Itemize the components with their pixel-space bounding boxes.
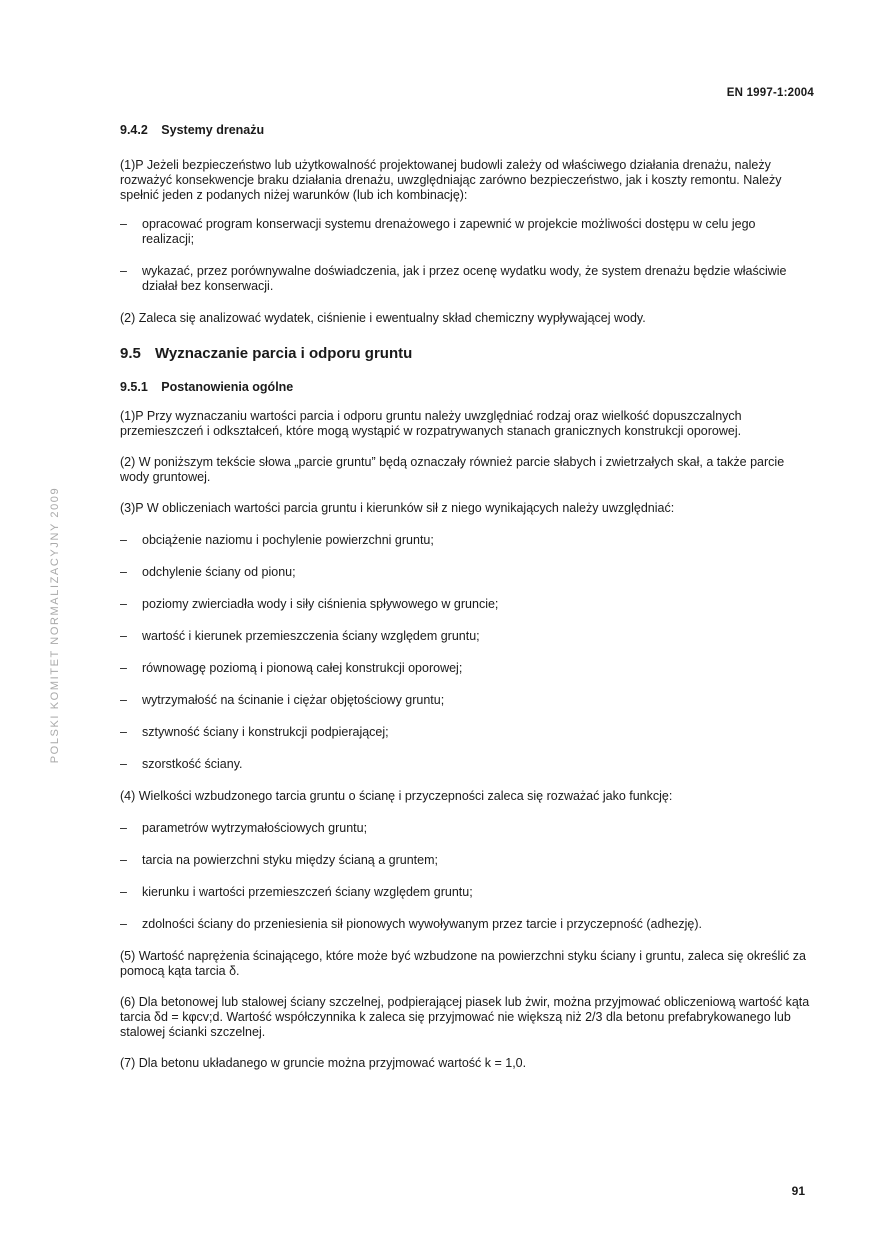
list-item-text: poziomy zwierciadła wody i siły ciśnienia spływowego w gruncie; [142, 597, 499, 611]
paragraph-9-5-1-6: (6) Dla betonowej lub stalowej ściany szczelnej, podpierającej piasek lub żwir, można przyjmować obliczeniową wartość kąta tarcia δd = kφcv;d. Wartość współczynnika k zaleca się przyjmować nie większą niż 2/3 dla betonu prefabrykowanego lub stalowej ścianki szczelnej. [120, 995, 810, 1039]
list-item-text: wykazać, przez porównywalne doświadczenia, jak i przez ocenę wydatku wody, że system drenażu będzie właściwie działał bez konserwacji. [142, 264, 787, 293]
section-title: Systemy drenażu [161, 123, 265, 137]
list-item [120, 565, 810, 580]
list-item-text: obciążenie naziomu i pochylenie powierzchni gruntu; [142, 533, 434, 547]
list-item [120, 533, 810, 548]
watermark: POLSKI KOMITET NORMALIZACYJNY 2009 [49, 486, 61, 764]
list-dash-marker: – [120, 661, 127, 675]
section-title: Wyznaczanie parcia i odporu gruntu [155, 345, 413, 362]
section-heading-9-5 [120, 346, 810, 361]
paragraph-9-5-1-3: (3)P W obliczeniach wartości parcia gruntu i kierunków sił z niego wynikających należy uwzględniać: [120, 501, 675, 515]
list-item [120, 661, 810, 676]
page-number: 91 [791, 1184, 805, 1198]
paragraph-9-5-1-2: (2) W poniższym tekście słowa „parcie gruntu” będą oznaczały również parcie słabych i zwietrzałych skał, a także parcie wody gruntowej. [120, 455, 785, 484]
document-code: EN 1997-1:2004 [726, 87, 814, 99]
list-item [120, 821, 810, 836]
section-number: 9.4.2 [120, 123, 148, 137]
list-item [120, 757, 810, 772]
section-number: 9.5.1 [120, 380, 148, 394]
list-item-text: wytrzymałość na ścinanie i ciężar objętościowy gruntu; [142, 693, 445, 707]
list-dash-marker: – [120, 917, 127, 931]
list-item-text: szorstkość ściany. [142, 757, 243, 771]
list-dash-marker: – [120, 885, 127, 899]
list-item [120, 885, 810, 900]
list-item-text: zdolności ściany do przeniesienia sił pionowych wywoływanym przez tarcie i przyczepność (adhezję). [142, 917, 702, 931]
list-item [120, 917, 810, 932]
list-item-text: parametrów wytrzymałościowych gruntu; [142, 821, 368, 835]
paragraph-9-5-1-5: (5) Wartość naprężenia ścinającego, które może być wzbudzone na powierzchni styku ściany i gruntu, zaleca się określić za pomocą kąta tarcia δ. [120, 949, 806, 978]
list-item-text: tarcia na powierzchni styku między ścianą a gruntem; [142, 853, 438, 867]
paragraph-9-5-1-7: (7) Dla betonu układanego w gruncie można przyjmować wartość k = 1,0. [120, 1056, 527, 1070]
list-item-text: odchylenie ściany od pionu; [142, 565, 296, 579]
list-item-text: wartość i kierunek przemieszczenia ściany względem gruntu; [142, 629, 480, 643]
list-dash-marker: – [120, 629, 127, 643]
list-dash-marker: – [120, 533, 127, 547]
list-dash-marker: – [120, 725, 127, 739]
list-dash-marker: – [120, 821, 127, 835]
paragraph-9-4-2-2: (2) Zaleca się analizować wydatek, ciśnienie i ewentualny skład chemiczny wypływającej wody. [120, 311, 646, 325]
list-dash-marker: – [120, 264, 127, 278]
list-dash-marker: – [120, 693, 127, 707]
paragraph-9-5-1-1: (1)P Przy wyznaczaniu wartości parcia i odporu gruntu należy uwzględniać rodzaj oraz wielkość dopuszczalnych przemieszczeń i odkształceń, które mogą wystąpić w rozpatrywanych stanach granicznych konstrukcji oporowej. [120, 409, 742, 438]
list-dash-marker: – [120, 853, 127, 867]
list-dash-marker: – [120, 597, 127, 611]
list-item [120, 693, 810, 708]
paragraph-9-5-1-4: (4) Wielkości wzbudzonego tarcia gruntu o ścianę i przyczepności zaleca się rozważać jako funkcję: [120, 789, 673, 803]
section-title: Postanowienia ogólne [161, 380, 294, 394]
section-heading-9-5-1 [120, 380, 810, 395]
page-content [120, 123, 810, 1085]
list-item-text: kierunku i wartości przemieszczeń ściany względem gruntu; [142, 885, 473, 899]
list-item [120, 217, 810, 247]
list-item-text: opracować program konserwacji systemu drenażowego i zapewnić w projekcie możliwości dostępu w celu jego realizacji; [142, 217, 756, 246]
list-9-5-1-4 [120, 821, 810, 932]
section-number: 9.5 [120, 345, 141, 362]
list-dash-marker: – [120, 757, 127, 771]
list-dash-marker: – [120, 565, 127, 579]
paragraph-9-4-2-1: (1)P Jeżeli bezpieczeństwo lub użytkowalność projektowanej budowli zależy od właściwego działania drenażu, należy rozważyć konsekwencje braku działania drenażu, uwzględniając zarówno bezpieczeństwo, jak i koszty remontu. Należy spełnić jeden z podanych niżej warunków (lub ich kombinację): [120, 158, 782, 202]
list-item [120, 597, 810, 612]
list-item [120, 725, 810, 740]
section-heading-9-4-2 [120, 123, 810, 138]
list-item-text: równowagę poziomą i pionową całej konstrukcji oporowej; [142, 661, 463, 675]
list-item [120, 264, 810, 294]
list-dash-marker: – [120, 217, 127, 231]
list-9-4-2 [120, 217, 810, 294]
list-item [120, 629, 810, 644]
list-item-text: sztywność ściany i konstrukcji podpierającej; [142, 725, 389, 739]
list-item [120, 853, 810, 868]
list-9-5-1-3 [120, 533, 810, 772]
